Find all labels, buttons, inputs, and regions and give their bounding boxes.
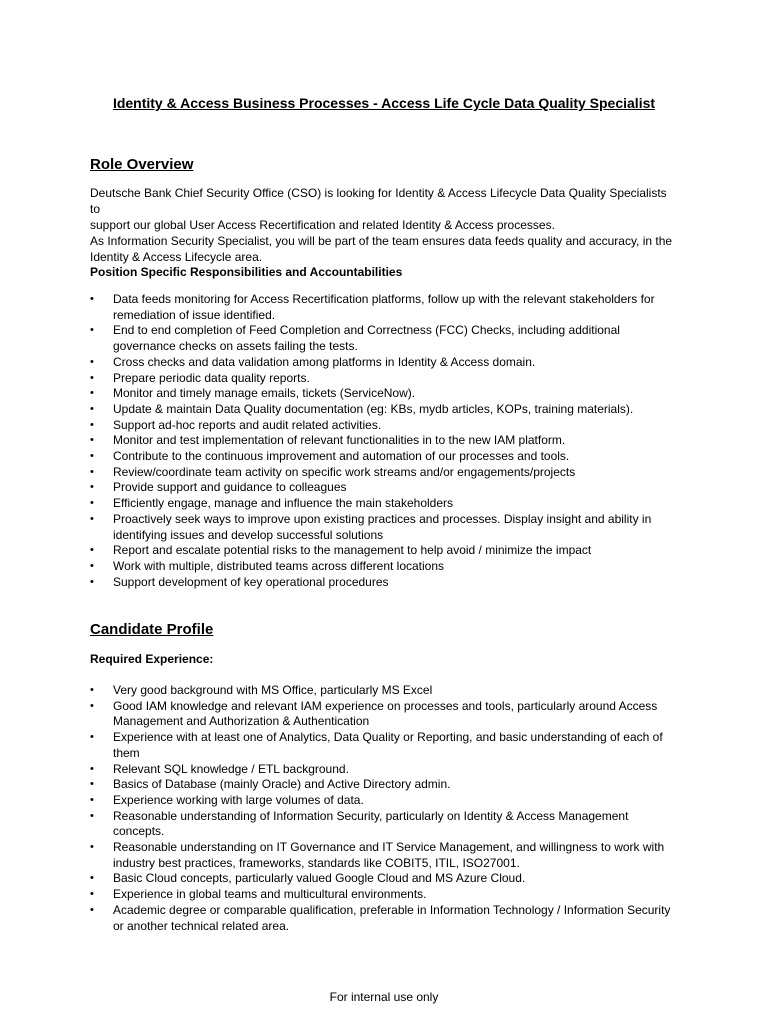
bullet-icon: • bbox=[90, 418, 94, 431]
bullet-icon: • bbox=[90, 371, 94, 384]
list-item-text: Efficiently engage, manage and influence the main stakeholders bbox=[113, 496, 454, 511]
bullet-icon: • bbox=[90, 872, 94, 885]
bullet-icon: • bbox=[90, 778, 94, 791]
requirements-list bbox=[90, 683, 680, 934]
list-item-text: Work with multiple, distributed teams across different locations bbox=[113, 558, 445, 573]
list-item bbox=[90, 793, 680, 809]
list-item-text: Reasonable understanding of Information Security, particularly on Identity & Access Management concepts. bbox=[113, 808, 629, 839]
footer-classification: For internal use only bbox=[329, 990, 439, 1004]
bullet-icon: • bbox=[90, 903, 94, 916]
list-item bbox=[90, 699, 680, 730]
list-item-text: Experience in global teams and multicultural environments. bbox=[113, 887, 427, 902]
list-item-text: Review/coordinate team activity on specific work streams and/or engagements/projects bbox=[113, 464, 576, 479]
bullet-icon: • bbox=[90, 809, 94, 822]
list-item-text: Prepare periodic data quality reports. bbox=[113, 370, 310, 385]
list-item bbox=[90, 840, 680, 871]
document-title: Identity & Access Business Processes - Access Life Cycle Data Quality Specialist bbox=[112, 95, 656, 111]
list-item-text: Support development of key operational procedures bbox=[113, 574, 389, 589]
list-item bbox=[90, 730, 680, 761]
list-item bbox=[90, 762, 680, 778]
list-item-text: Data feeds monitoring for Access Recertification platforms, follow up with the relevant stakeholders for remediation of issue identified. bbox=[113, 292, 655, 322]
bullet-icon: • bbox=[90, 559, 94, 572]
list-item-text: Monitor and timely manage emails, tickets (ServiceNow). bbox=[113, 386, 416, 401]
list-item-text: Reasonable understanding on IT Governance and IT Service Management, and willingness to work with industry best practices, frameworks, standards like COBIT5, ITIL, ISO27001. bbox=[113, 840, 665, 870]
role-intro-line: support our global User Access Recertification and related Identity & Access processes. bbox=[90, 218, 555, 232]
list-item-text: Monitor and test implementation of relevant functionalities in to the new IAM platform. bbox=[113, 433, 566, 448]
bullet-icon: • bbox=[90, 497, 94, 510]
list-item bbox=[90, 418, 680, 434]
list-item-text: End to end completion of Feed Completion and Correctness (FCC) Checks, including additional governance checks on assets failing the tests. bbox=[113, 323, 620, 354]
list-item bbox=[90, 433, 680, 449]
list-item bbox=[90, 292, 680, 323]
required-experience-heading: Required Experience: bbox=[90, 652, 214, 666]
bullet-icon: • bbox=[90, 841, 94, 854]
list-item bbox=[90, 496, 680, 512]
bullet-icon: • bbox=[90, 684, 94, 696]
bullet-icon: • bbox=[90, 762, 94, 775]
list-item-text: Experience with at least one of Analytics, Data Quality or Reporting, and basic understanding of each of them bbox=[113, 730, 663, 760]
role-overview-heading: Role Overview bbox=[90, 156, 194, 173]
bullet-icon: • bbox=[90, 355, 94, 368]
responsibilities-list bbox=[90, 292, 680, 590]
role-intro-line: Identity & Access Lifecycle area. bbox=[90, 250, 263, 264]
list-item bbox=[90, 543, 680, 559]
list-item bbox=[90, 323, 680, 354]
list-item-text: Provide support and guidance to colleagues bbox=[113, 480, 347, 495]
bullet-icon: • bbox=[90, 324, 94, 337]
role-overview-intro bbox=[90, 185, 680, 265]
bullet-icon: • bbox=[90, 450, 94, 463]
list-item-text: Proactively seek ways to improve upon existing practices and processes. Display insight and ability in identifying issues and develop successful solutions bbox=[113, 511, 652, 542]
list-item bbox=[90, 575, 680, 591]
bullet-icon: • bbox=[90, 434, 94, 447]
list-item-text: Good IAM knowledge and relevant IAM experience on processes and tools, particularly around Access Management and Authorization & Authentication bbox=[113, 698, 658, 729]
list-item bbox=[90, 903, 680, 934]
list-item bbox=[90, 355, 680, 371]
list-item bbox=[90, 480, 680, 496]
list-item bbox=[90, 809, 680, 840]
bullet-icon: • bbox=[90, 293, 94, 305]
bullet-icon: • bbox=[90, 731, 94, 744]
list-item bbox=[90, 371, 680, 387]
list-item-text: Relevant SQL knowledge / ETL background. bbox=[113, 761, 349, 776]
bullet-icon: • bbox=[90, 544, 94, 557]
list-item-text: Basic Cloud concepts, particularly valued Google Cloud and MS Azure Cloud. bbox=[113, 871, 526, 886]
list-item bbox=[90, 402, 680, 418]
bullet-icon: • bbox=[90, 575, 94, 588]
list-item bbox=[90, 465, 680, 481]
list-item bbox=[90, 386, 680, 402]
bullet-icon: • bbox=[90, 888, 94, 901]
list-item bbox=[90, 777, 680, 793]
list-item-text: Update & maintain Data Quality documentation (eg: KBs, mydb articles, KOPs, training materials). bbox=[113, 401, 634, 416]
list-item-text: Academic degree or comparable qualification, preferable in Information Technology / Information Security or another technical related area. bbox=[113, 902, 671, 933]
role-intro-line: Deutsche Bank Chief Security Office (CSO) is looking for Identity & Access Lifecycle Data Quality Specialists to bbox=[90, 186, 667, 216]
list-item bbox=[90, 887, 680, 903]
bullet-icon: • bbox=[90, 402, 94, 415]
bullet-icon: • bbox=[90, 481, 94, 494]
list-item bbox=[90, 512, 680, 543]
list-item-text: Contribute to the continuous improvement and automation of our processes and tools. bbox=[113, 449, 570, 464]
list-item-text: Support ad-hoc reports and audit related activities. bbox=[113, 417, 382, 432]
bullet-icon: • bbox=[90, 387, 94, 400]
list-item bbox=[90, 683, 680, 699]
bullet-icon: • bbox=[90, 699, 94, 712]
bullet-icon: • bbox=[90, 793, 94, 806]
candidate-profile-heading: Candidate Profile bbox=[90, 621, 214, 638]
list-item bbox=[90, 559, 680, 575]
role-intro-line: As Information Security Specialist, you will be part of the team ensures data feeds quality and accuracy, in the bbox=[90, 234, 673, 248]
responsibilities-heading: Position Specific Responsibilities and Accountabilities bbox=[90, 265, 403, 279]
list-item-text: Very good background with MS Office, particularly MS Excel bbox=[113, 683, 433, 697]
bullet-icon: • bbox=[90, 512, 94, 525]
list-item-text: Basics of Database (mainly Oracle) and Active Directory admin. bbox=[113, 777, 451, 792]
list-item-text: Cross checks and data validation among platforms in Identity & Access domain. bbox=[113, 354, 536, 369]
list-item bbox=[90, 449, 680, 465]
list-item bbox=[90, 871, 680, 887]
list-item-text: Report and escalate potential risks to the management to help avoid / minimize the impact bbox=[113, 543, 592, 558]
bullet-icon: • bbox=[90, 465, 94, 478]
list-item-text: Experience working with large volumes of data. bbox=[113, 792, 364, 807]
